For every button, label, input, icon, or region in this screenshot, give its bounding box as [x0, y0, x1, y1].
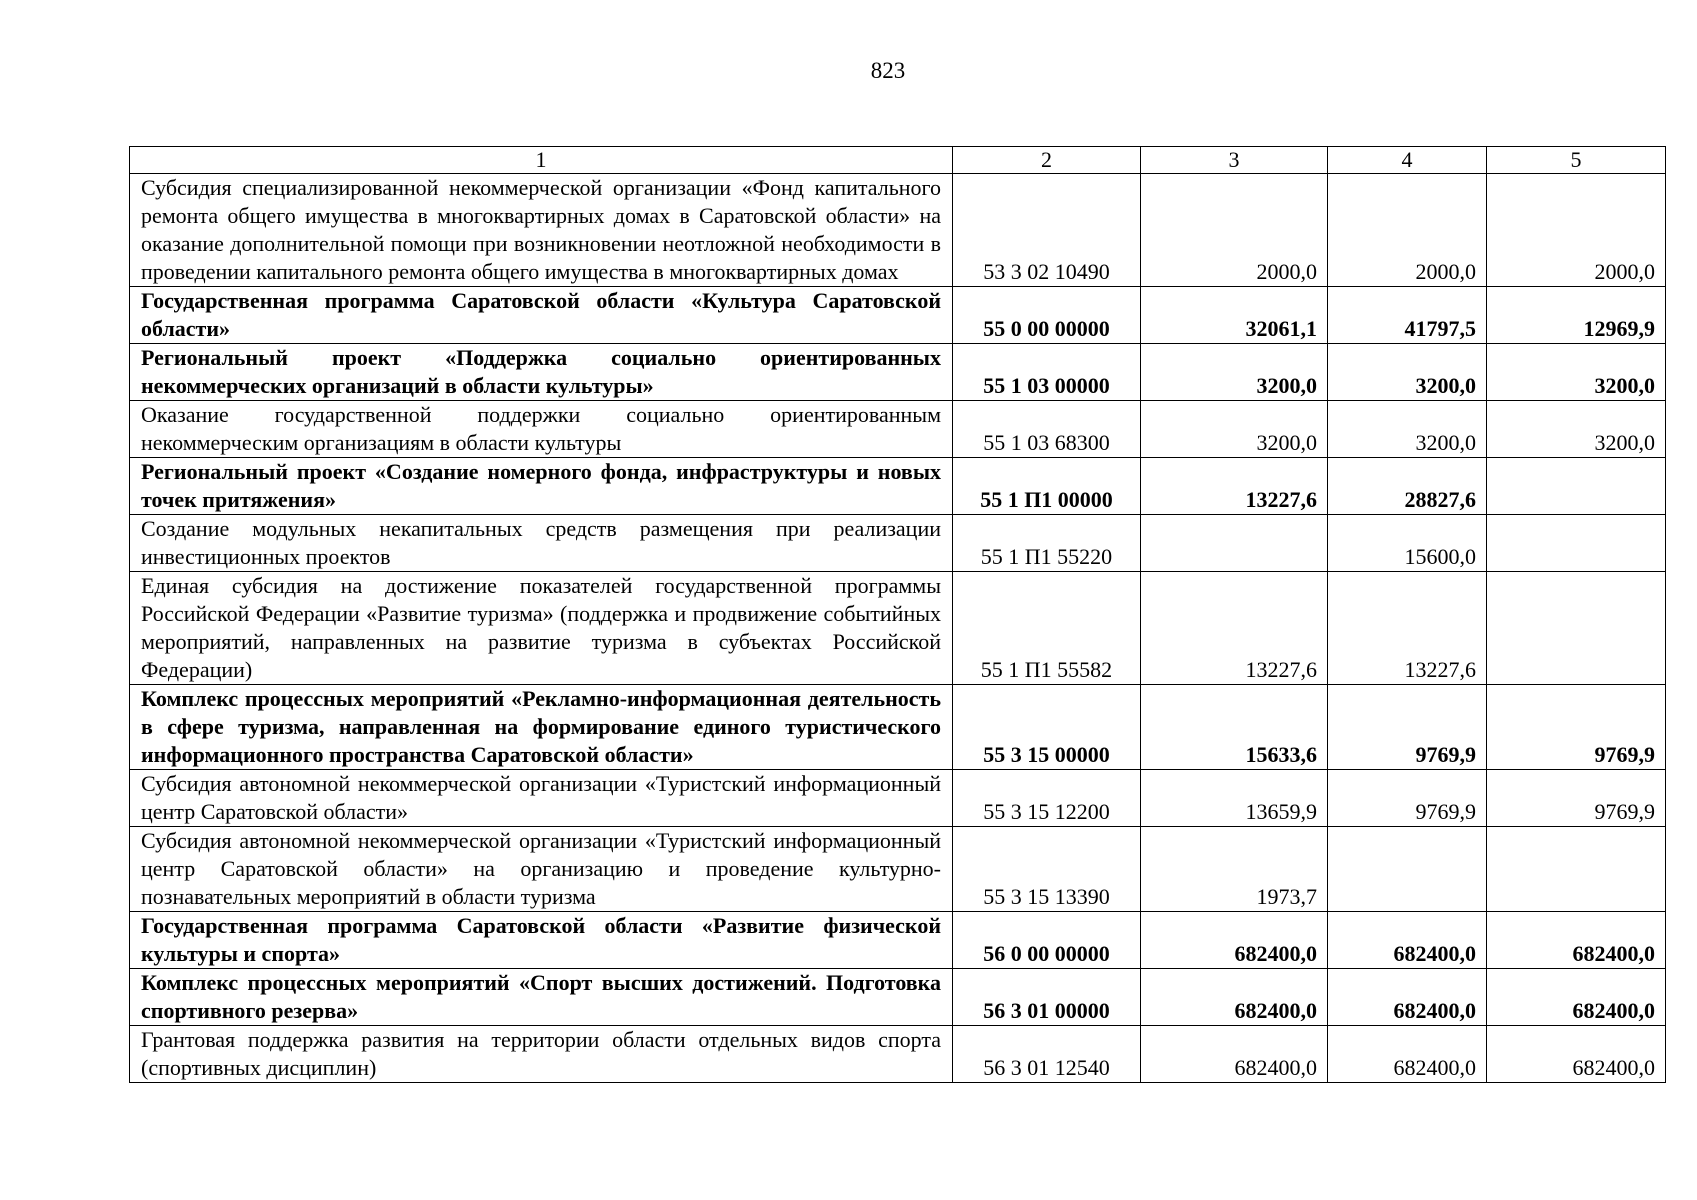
page-number: 823 — [870, 58, 906, 83]
row-code: 55 1 03 00000 — [953, 344, 1141, 401]
row-code: 55 3 15 00000 — [953, 685, 1141, 770]
row-code: 55 3 15 13390 — [953, 827, 1141, 912]
row-value-col4: 682400,0 — [1328, 912, 1487, 969]
row-value-col3: 1973,7 — [1141, 827, 1328, 912]
table-row — [130, 827, 1666, 912]
row-value-col3: 682400,0 — [1141, 912, 1328, 969]
row-value-col4: 9769,9 — [1328, 770, 1487, 827]
row-value-col5: 9769,9 — [1487, 770, 1666, 827]
header-row — [130, 147, 1666, 174]
row-name: Комплекс процессных мероприятий «Спорт высших достижений. Подготовка спортивного резерва» — [130, 969, 953, 1026]
column-header: 3 — [1141, 147, 1328, 174]
table-row — [130, 401, 1666, 458]
row-value-col4: 41797,5 — [1328, 287, 1487, 344]
table-row — [130, 770, 1666, 827]
table-row — [130, 287, 1666, 344]
row-value-col3: 682400,0 — [1141, 1026, 1328, 1083]
row-name: Региональный проект «Создание номерного фонда, инфраструктуры и новых точек притяжения» — [130, 458, 953, 515]
table-row — [130, 174, 1666, 287]
row-value-col4: 15600,0 — [1328, 515, 1487, 572]
row-value-col5: 3200,0 — [1487, 344, 1666, 401]
row-code: 55 3 15 12200 — [953, 770, 1141, 827]
row-value-col3: 3200,0 — [1141, 344, 1328, 401]
table-row — [130, 685, 1666, 770]
row-value-col3: 13659,9 — [1141, 770, 1328, 827]
row-name: Государственная программа Саратовской области «Культура Саратовской области» — [130, 287, 953, 344]
row-name: Оказание государственной поддержки социально ориентированным некоммерческим организациям в области культуры — [130, 401, 953, 458]
table-row — [130, 515, 1666, 572]
row-value-col5: 682400,0 — [1487, 1026, 1666, 1083]
row-code: 55 1 П1 55220 — [953, 515, 1141, 572]
row-value-col3: 3200,0 — [1141, 401, 1328, 458]
row-name: Создание модульных некапитальных средств размещения при реализации инвестиционных проектов — [130, 515, 953, 572]
row-code: 53 3 02 10490 — [953, 174, 1141, 287]
row-name: Субсидия автономной некоммерческой организации «Туристский информационный центр Саратовской области» — [130, 770, 953, 827]
row-code: 56 3 01 12540 — [953, 1026, 1141, 1083]
row-value-col4: 28827,6 — [1328, 458, 1487, 515]
row-value-col5 — [1487, 515, 1666, 572]
row-value-col4: 13227,6 — [1328, 572, 1487, 685]
row-value-col3: 682400,0 — [1141, 969, 1328, 1026]
row-value-col5 — [1487, 458, 1666, 515]
row-name: Региональный проект «Поддержка социально ориентированных некоммерческих организаций в области культуры» — [130, 344, 953, 401]
row-value-col3: 15633,6 — [1141, 685, 1328, 770]
row-value-col5: 682400,0 — [1487, 912, 1666, 969]
row-value-col5: 9769,9 — [1487, 685, 1666, 770]
budget-table — [129, 146, 1666, 1083]
row-value-col3: 2000,0 — [1141, 174, 1328, 287]
row-code: 55 0 00 00000 — [953, 287, 1141, 344]
column-header: 4 — [1328, 147, 1487, 174]
row-name: Государственная программа Саратовской области «Развитие физической культуры и спорта» — [130, 912, 953, 969]
column-header: 5 — [1487, 147, 1666, 174]
row-value-col3: 32061,1 — [1141, 287, 1328, 344]
table-row — [130, 1026, 1666, 1083]
row-value-col5: 682400,0 — [1487, 969, 1666, 1026]
row-code: 55 1 03 68300 — [953, 401, 1141, 458]
row-name: Грантовая поддержка развития на территории области отдельных видов спорта (спортивных дисциплин) — [130, 1026, 953, 1083]
row-code: 55 1 П1 55582 — [953, 572, 1141, 685]
row-value-col3: 13227,6 — [1141, 572, 1328, 685]
row-name: Комплекс процессных мероприятий «Рекламно-информационная деятельность в сфере туризма, направленная на формирование единого туристического информационного пространства Саратовской области» — [130, 685, 953, 770]
row-value-col5 — [1487, 572, 1666, 685]
row-value-col4: 682400,0 — [1328, 1026, 1487, 1083]
row-value-col4: 682400,0 — [1328, 969, 1487, 1026]
row-value-col3: 13227,6 — [1141, 458, 1328, 515]
table-row — [130, 572, 1666, 685]
table-row — [130, 344, 1666, 401]
row-value-col4: 2000,0 — [1328, 174, 1487, 287]
column-header: 1 — [130, 147, 953, 174]
row-value-col5: 2000,0 — [1487, 174, 1666, 287]
table-row — [130, 458, 1666, 515]
row-value-col4: 3200,0 — [1328, 344, 1487, 401]
table-row — [130, 969, 1666, 1026]
row-value-col3 — [1141, 515, 1328, 572]
table-row — [130, 912, 1666, 969]
row-value-col5: 12969,9 — [1487, 287, 1666, 344]
row-value-col4: 9769,9 — [1328, 685, 1487, 770]
row-name: Единая субсидия на достижение показателей государственной программы Российской Федерации «Развитие туризма» (поддержка и продвижение событийных мероприятий, направленных на развитие туризма в субъектах Российской Федерации) — [130, 572, 953, 685]
column-header: 2 — [953, 147, 1141, 174]
row-code: 56 0 00 00000 — [953, 912, 1141, 969]
row-value-col5: 3200,0 — [1487, 401, 1666, 458]
row-value-col4 — [1328, 827, 1487, 912]
row-name: Субсидия специализированной некоммерческой организации «Фонд капитального ремонта общего имущества в многоквартирных домах в Саратовской области» на оказание дополнительной помощи при возникновении неотложной необходимости в проведении капитального ремонта общего имущества в многоквартирных домах — [130, 174, 953, 287]
row-code: 56 3 01 00000 — [953, 969, 1141, 1026]
row-value-col4: 3200,0 — [1328, 401, 1487, 458]
row-value-col5 — [1487, 827, 1666, 912]
row-code: 55 1 П1 00000 — [953, 458, 1141, 515]
row-name: Субсидия автономной некоммерческой организации «Туристский информационный центр Саратовской области» на организацию и проведение культурно-познавательных мероприятий в области туризма — [130, 827, 953, 912]
